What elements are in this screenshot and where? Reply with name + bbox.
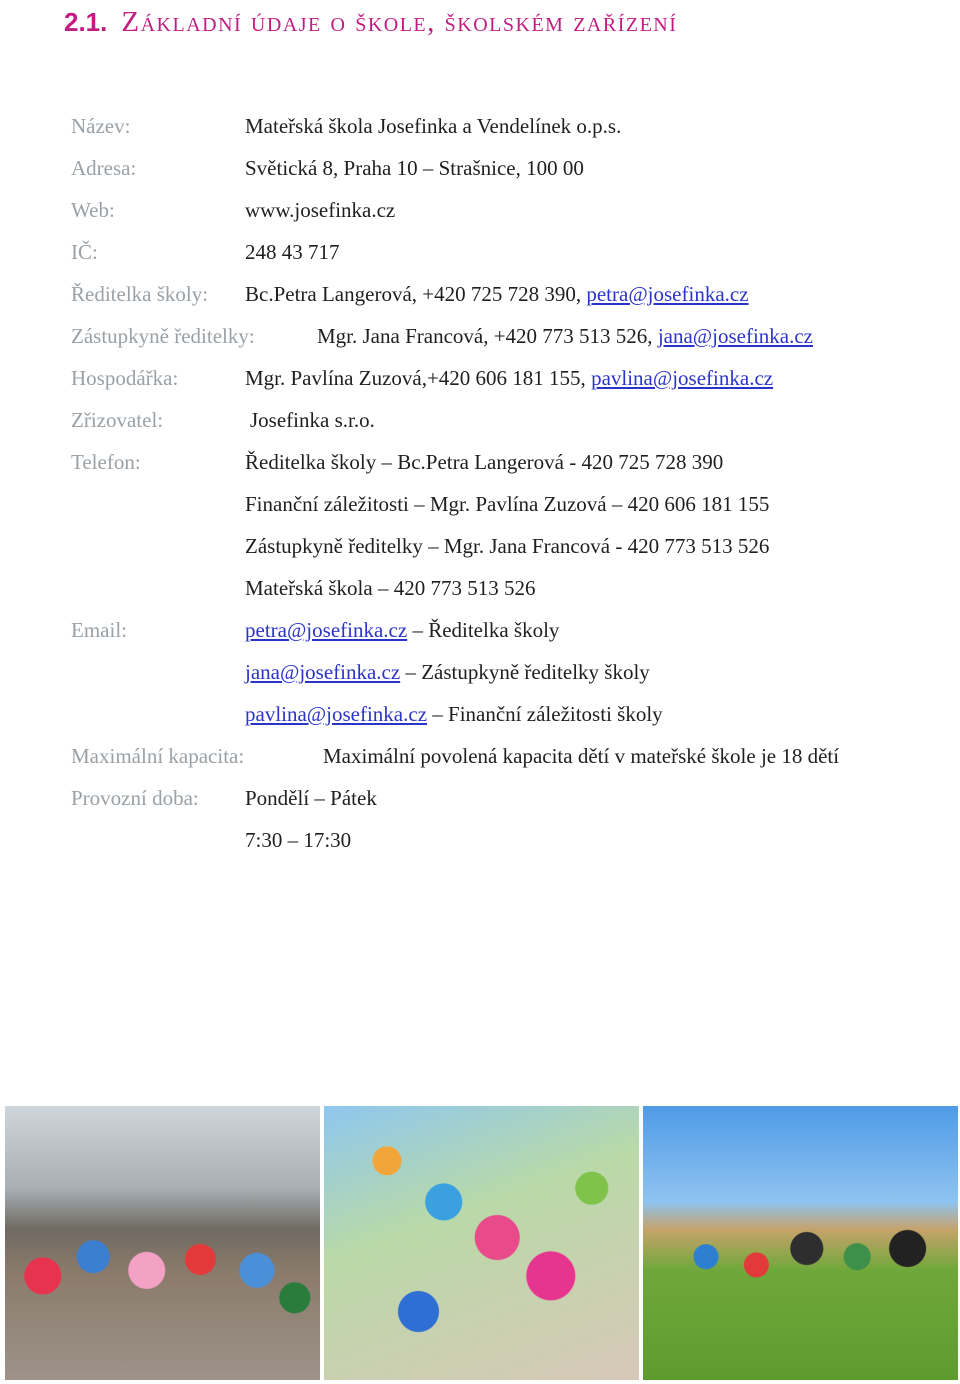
value-doba-hours: 7:30 – 17:30	[245, 828, 352, 852]
telefon-line: Mateřská škola – 420 773 513 526	[245, 576, 536, 600]
hospodarka-email-link[interactable]: pavlina@josefinka.cz	[591, 366, 774, 390]
photo-strip	[5, 1106, 958, 1380]
label-hospodarka: Hospodářka:	[71, 366, 179, 390]
value-ic: 248 43 717	[245, 240, 340, 264]
section-number: 2.1.	[64, 7, 108, 37]
zastupkyne-email-link[interactable]: jana@josefinka.cz	[657, 324, 813, 348]
email-desc: – Ředitelka školy	[407, 618, 560, 642]
label-zrizovatel: Zřizovatel:	[71, 408, 164, 432]
label-reditelka: Ředitelka školy:	[71, 282, 209, 306]
email-line	[245, 659, 650, 685]
photo-children-line	[324, 1106, 639, 1380]
label-kapacita: Maximální kapacita:	[71, 744, 245, 768]
photo-children-playground	[643, 1106, 958, 1380]
reditelka-text: Bc.Petra Langerová, +420 725 728 390,	[245, 282, 587, 306]
photo-children-farm	[5, 1106, 320, 1380]
label-ic: IČ:	[71, 240, 98, 264]
value-zrizovatel: Josefinka s.r.o.	[250, 408, 375, 432]
value-hospodarka	[245, 365, 773, 391]
label-nazev: Název:	[71, 114, 131, 138]
section-title: Základní údaje o škole, školském zařízení	[121, 6, 678, 38]
value-reditelka	[245, 281, 749, 307]
value-web: www.josefinka.cz	[245, 198, 396, 222]
value-adresa: Světická 8, Praha 10 – Strašnice, 100 00	[245, 156, 584, 180]
value-nazev: Mateřská škola Josefinka a Vendelínek o.p.s.	[245, 114, 622, 138]
label-email: Email:	[71, 618, 127, 642]
email-desc: – Zástupkyně ředitelky školy	[400, 660, 650, 684]
zastupkyne-text: Mgr. Jana Francová, +420 773 513 526,	[317, 324, 658, 348]
telefon-line: Finanční záležitosti – Mgr. Pavlína Zuzová – 420 606 181 155	[245, 492, 770, 516]
section-heading	[64, 2, 677, 39]
email-desc: – Finanční záležitosti školy	[427, 702, 663, 726]
reditelka-email-link[interactable]: petra@josefinka.cz	[586, 282, 749, 306]
label-web: Web:	[71, 198, 115, 222]
email-link-pavlina[interactable]: pavlina@josefinka.cz	[245, 702, 428, 726]
email-link-jana[interactable]: jana@josefinka.cz	[245, 660, 401, 684]
email-link-petra[interactable]: petra@josefinka.cz	[245, 618, 408, 642]
value-kapacita: Maximální povolená kapacita dětí v mateřské škole je 18 dětí	[323, 744, 840, 768]
telefon-line: Zástupkyně ředitelky – Mgr. Jana Francová - 420 773 513 526	[245, 534, 770, 558]
email-line	[245, 617, 559, 643]
value-zastupkyne	[317, 323, 813, 349]
label-zastupkyne: Zástupkyně ředitelky:	[71, 324, 255, 348]
email-line	[245, 701, 663, 727]
telefon-line: Ředitelka školy – Bc.Petra Langerová - 420 725 728 390	[245, 450, 724, 474]
value-doba-days: Pondělí – Pátek	[245, 786, 377, 810]
label-adresa: Adresa:	[71, 156, 137, 180]
hospodarka-text: Mgr. Pavlína Zuzová,+420 606 181 155,	[245, 366, 592, 390]
label-doba: Provozní doba:	[71, 786, 199, 810]
label-telefon: Telefon:	[71, 450, 141, 474]
